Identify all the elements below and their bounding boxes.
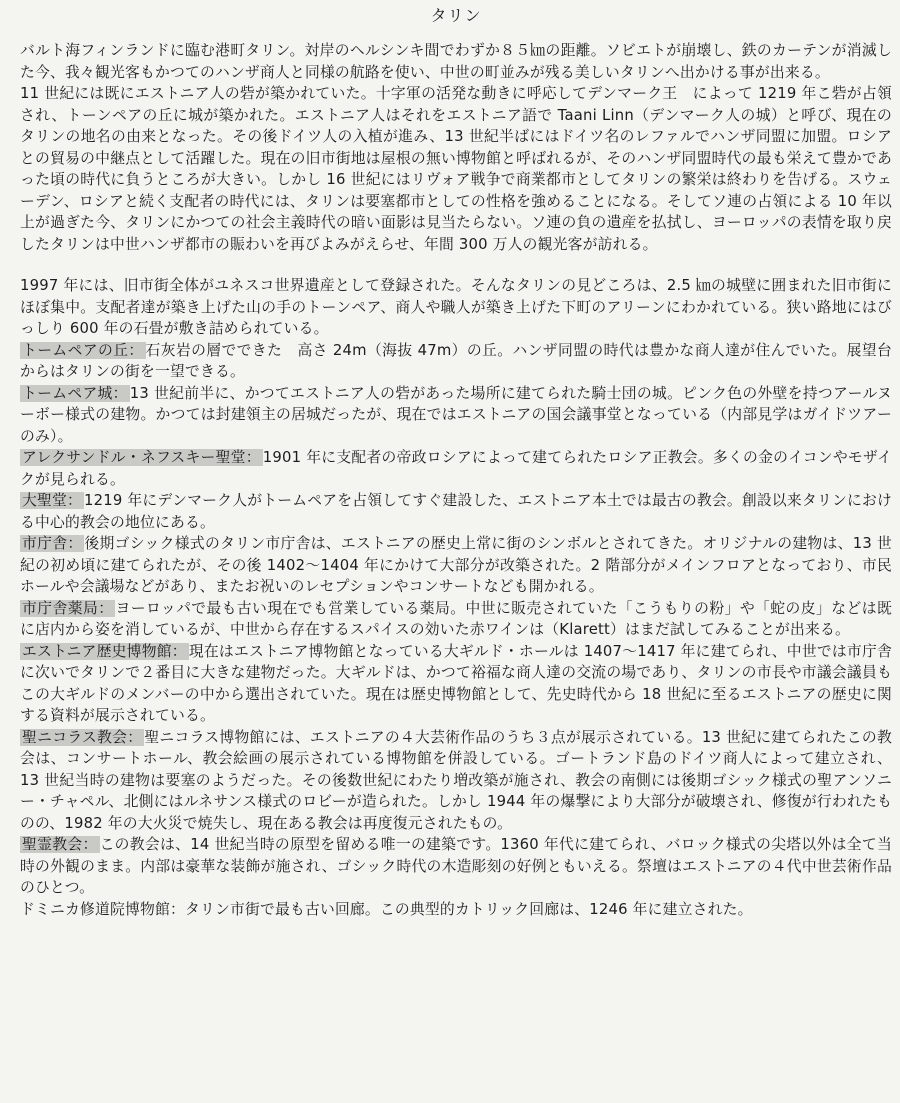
site-name: 聖ニコラス教会： [22, 728, 143, 746]
site-name: 聖霊教会： [22, 836, 98, 853]
sights-section [20, 275, 892, 920]
site-history-museum [20, 641, 892, 727]
site-description: 後期ゴシック様式のタリン市庁舎は、エストニアの歴史上常に街のシンボルとされてきた。オリジナルの建物は、13 世紀の初め頃に建てられたが、その後 1402〜1404 年にかけて大部分が改築された。2 階部分がメインフロアとなっており、市民ホールや会議場などがあり、またお祝いのレセプションやコンサートなども開かれる。 [20, 535, 892, 595]
site-description: 1219 年にデンマーク人がトームペアを占領してすぐ建設した、エストニア本土では最古の教会。創設以来タリンにおける中心的教会の地位にある。 [20, 492, 892, 531]
site-nevsky-cathedral [20, 447, 892, 490]
site-name: ドミニカ修道院博物館： [20, 900, 185, 918]
site-description: 13 世紀前半に、かつてエストニア人の砦があった場所に建てられた騎士団の城。ピンク色の外壁を持つアールヌーボー様式の建物。かつては封建領主の居城だったが、現在ではエストニアの国会議事堂となっている（内部見学はガイドツアーのみ）。 [20, 384, 892, 445]
site-st-nicholas-church [20, 727, 892, 835]
site-name: トームペア城： [22, 384, 128, 402]
history-paragraph: 11 世紀には既にエストニア人の砦が築かれていた。十字軍の活発な動きに呼応してデンマーク王 によって 1219 年こ砦が占領され、トーンペアの丘に城が築かれた。エストニア人はそれをエストニア語で Taani Linn（デンマーク人の城）と呼び、現在のタリンの地名の由来となった。その後ドイツ人の入植が進み、13 世紀半ばにはドイツ名のレファルでハンザ同盟に加盟。ロシアとの貿易の中継点として活躍した。現在の旧市街地は屋根の無い博物館と呼ばれるが、そのハンザ同盟時代の最も栄えて豊かであった頃の時代に負うところが大きい。しかし 16 世紀にはリヴォア戦争で商業都市としてタリンの繁栄は終わりを告げる。スウェーデン、ロシアと続く支配者の時代には、タリンは要塞都市としての性格を強めることになる。そしてソ連の占領による 10 年以上が過ぎた今、タリンにかつての社会主義時代の暗い面影は見当たらない。ソ連の負の遺産を払拭し、ヨーロッパの表情を取り戻したタリンは中世ハンザ都市の賑わいを再びよみがえらせ、年間 300 万人の観光客が訪れる。 [20, 85, 892, 253]
site-description: 1901 年に支配者の帝政ロシアによって建てられたロシア正教会。多くの金のイコンやモザイクが見られる。 [20, 449, 892, 488]
site-name: 市庁舎： [22, 535, 83, 552]
site-name: エストニア歴史博物館： [22, 642, 187, 660]
site-dome-cathedral [20, 490, 892, 533]
site-dominican-monastery [20, 899, 892, 921]
site-town-hall-pharmacy [20, 598, 892, 641]
site-description: 石灰岩の層でできた 高さ 24m（海抜 47m）の丘。ハンザ同盟の時代は豊かな商人達が住んでいた。展望台からはタリンの街を一望できる。 [20, 341, 892, 380]
overview-paragraph: 1997 年には、旧市街全体がユネスコ世界遺産として登録された。そんなタリンの見どころは、2.5 ㎞の城壁に囲まれた旧市街にほぼ集中。支配者達が築き上げた山の手のトーンペア、商人や職人が築き上げた下町のアリーンにわかれている。狭い路地にはびっしり 600 年の石畳が敷き詰められている。 [20, 277, 892, 337]
intro-paragraph: バルト海フィンランドに臨む港町タリン。対岸のヘルシンキ間でわずか８５㎞の距離。ソビエトが崩壊し、鉄のカーテンが消滅した今、我々観光客もかつてのハンザ商人と同様の航路を使い、中世の町並みが残る美しいタリンへ出かける事が出来る。 [20, 42, 892, 81]
site-name: 市庁舎薬局： [22, 599, 114, 617]
site-description: この教会は、14 世紀当時の原型を留める唯一の建築です。1360 年代に建てられ、バロック様式の尖塔以外は全て当時の外観のまま。内部は豪華な装飾が施され、ゴシック時代の木造彫刻の好例ともいえる。祭壇はエストニアの４代中世芸術作品のひとつ。 [20, 836, 892, 896]
site-description: ヨーロッパで最も古い現在でも営業している薬局。中世に販売されていた「こうもりの粉」や「蛇の皮」などは既に店内から姿を消しているが、中世から存在するスパイスの効いた赤ワインは（Klarett）はまだ試してみることが出来る。 [20, 599, 892, 638]
site-name: トームペアの丘： [22, 341, 144, 359]
site-description: 聖ニコラス博物館には、エストニアの４大芸術作品のうち３点が展示されている。13 世紀に建てられたこの教会は、コンサートホール、教会絵画の展示されている博物館を併設している。ゴートランド島のドイツ商人によって建立され、13 世紀当時の建物は要塞のようだった。その後数世紀にわたり増改築が施され、教会の南側には後期ゴシック様式の聖アンソニー・チャペル、北側にはルネサンス様式のロビーが造られた。しかし 1944 年の爆撃により大部分が破壊され、修復が行われたものの、1982 年の大火災で焼失し、現在ある教会は再度復元されたもの。 [20, 728, 892, 832]
intro-section [20, 40, 892, 255]
site-toompea-hill [20, 340, 892, 383]
page-title: タリン [430, 6, 482, 25]
site-name: 大聖堂： [22, 492, 83, 509]
site-description: 現在はエストニア博物館となっている大ギルド・ホールは 1407〜1417 年に建てられ、中世では市庁舎に次いでタリンで２番目に大きな建物だった。大ギルドは、かつて裕福な商人達の交流の場であり、タリンの市長や市議会議員もこの大ギルドのメンバーの中から選出されていた。現在は歴史博物館として、先史時代から 18 世紀に至るエストニアの歴史に関する資料が展示されている。 [20, 642, 893, 724]
site-toompea-castle [20, 383, 892, 448]
site-name: アレクサンドル・ネフスキー聖堂： [22, 449, 261, 466]
site-town-hall [20, 533, 892, 598]
site-description: タリン市街で最も古い回廊。この典型的カトリック回廊は、1246 年に建立された。 [184, 900, 753, 918]
site-holy-spirit-church [20, 834, 892, 899]
